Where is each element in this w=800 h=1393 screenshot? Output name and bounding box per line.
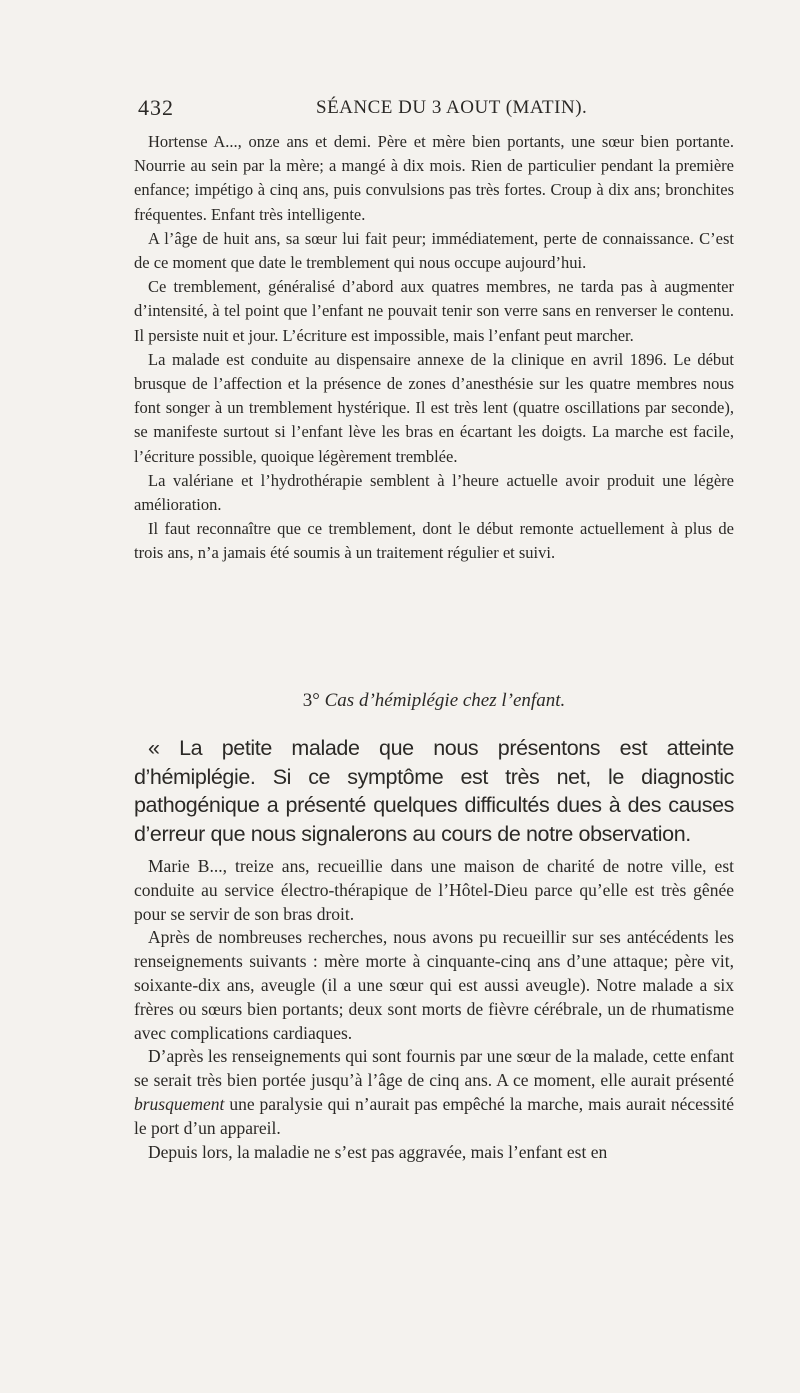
- section-heading: [134, 690, 734, 712]
- paragraph: Marie B..., treize ans, recueillie dans une maison de charité de notre ville, est conduite au service électro-thérapique de l’Hôtel-Dieu parce qu’elle est très gênée pour se servir de son bras droit.: [134, 856, 734, 924]
- paragraph: Après de nombreuses recherches, nous avons pu recueillir sur ses antécédents les renseignements suivants : mère morte à cinquante-cinq ans d’une attaque; père vit, soixante-dix ans, aveugle (il a une sœur qui est aussi aveugle). Notre malade a six frères ou sœurs bien portants; deux sont morts de fièvre cérébrale, un de rhumatisme avec complications cardiaques.: [134, 927, 734, 1043]
- paragraph: A l’âge de huit ans, sa sœur lui fait peur; immédiatement, perte de connaissance. C’est de ce moment que date le tremblement qui nous occupe aujourd’hui.: [134, 228, 734, 273]
- paragraph: Il faut reconnaître que ce tremblement, dont le début remonte actuellement à plus de trois ans, n’a jamais été soumis à un traitement régulier et suivi.: [134, 519, 734, 563]
- running-head: SÉANCE DU 3 AOUT (MATIN).: [316, 97, 588, 118]
- case-hemiplegia-text: [134, 855, 734, 1164]
- emphasis: brusquement: [134, 1093, 225, 1114]
- paragraph: Ce tremblement, généralisé d’abord aux quatres membres, ne tarda pas à augmenter d’intensité, à tel point que l’enfant ne pouvait tenir son verre sans en renverser le contenu. Il persiste nuit et jour. L’écriture est impossible, mais l’enfant peut marcher.: [134, 277, 734, 345]
- paragraph: La valériane et l’hydrothérapie semblent à l’heure actuelle avoir produit une légère amélioration.: [134, 470, 734, 515]
- section-title: Cas d’hémiplégie chez l’enfant.: [324, 690, 566, 711]
- text-run: une paralysie qui n’aurait pas empêché la marche, mais aurait nécessité le port d’un appareil.: [134, 1093, 734, 1138]
- paragraph: [134, 1045, 734, 1140]
- intro-statement: [134, 734, 734, 848]
- paragraph: Hortense A..., onze ans et demi. Père et mère bien portants, une sœur bien portante. Nourrie au sein par la mère; a mangé à dix mois. Rien de particulier pendant la première enfance; impétigo à cinq ans, puis convulsions pas très fortes. Croup à dix ans; bronchites fréquentes. Enfant très intelligente.: [134, 132, 734, 224]
- intro-paragraph: « La petite malade que nous présentons est atteinte d’hémiplégie. Si ce symptôme est très net, le diagnostic pathogénique a présenté quelques difficultés dues à des causes d’erreur que nous signalerons au cours de notre observation.: [134, 736, 734, 846]
- paragraph: La malade est conduite au dispensaire annexe de la clinique en avril 1896. Le début brusque de l’affection et la présence de zones d’anesthésie sur les quatre membres nous font songer à un tremblement hystérique. Il est très lent (quatre oscillations par seconde), se manifeste surtout si l’enfant lève les bras en écartant les doigts. La marche est facile, l’écriture possible, quoique légèrement tremblée.: [134, 349, 734, 466]
- section-number: 3°: [302, 690, 320, 711]
- page-header: [138, 95, 738, 125]
- text-run: D’après les renseignements qui sont fournis par une sœur de la malade, cette enfant se serait très bien portée jusqu’à l’âge de cinq ans. A ce moment, elle aurait présenté: [134, 1046, 734, 1091]
- case-tremor-text: [134, 130, 734, 566]
- paragraph: Depuis lors, la maladie ne s’est pas aggravée, mais l’enfant est en: [148, 1141, 608, 1162]
- page-number: 432: [138, 95, 174, 120]
